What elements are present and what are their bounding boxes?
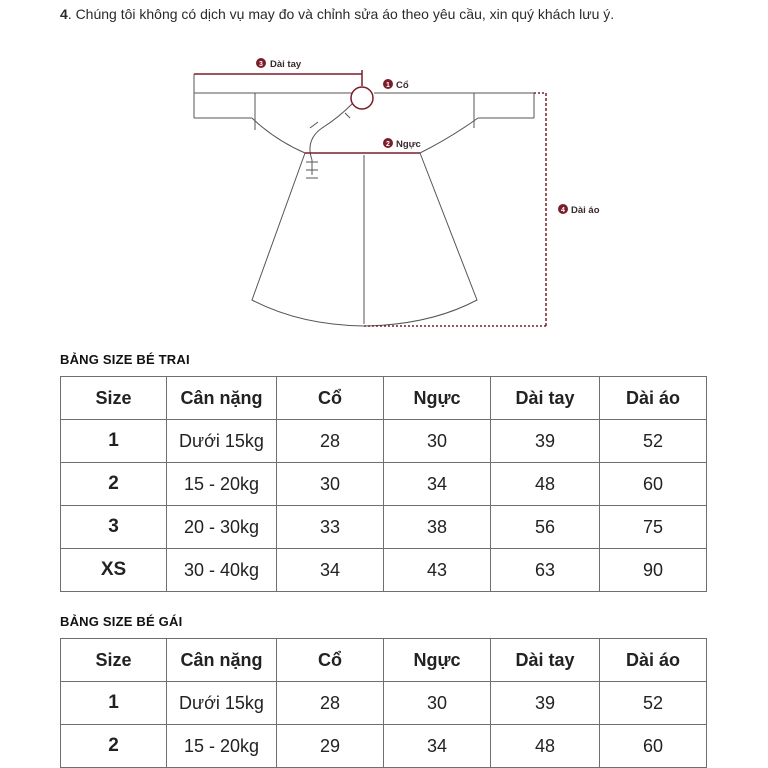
cell-sleeve: 48	[491, 463, 600, 506]
svg-text:Dài áo: Dài áo	[571, 205, 600, 216]
cell-sleeve: 56	[491, 506, 600, 549]
cell-size: 3	[61, 506, 167, 549]
cell-sleeve: 39	[491, 420, 600, 463]
label-chest	[383, 138, 421, 150]
header-chest: Ngực	[384, 639, 491, 682]
header-weight: Cân nặng	[167, 639, 277, 682]
header-size: Size	[61, 639, 167, 682]
cell-weight: 15 - 20kg	[167, 463, 277, 506]
cell-weight: 20 - 30kg	[167, 506, 277, 549]
cell-length: 52	[600, 682, 707, 725]
girls-size-heading: BẢNG SIZE BÉ GÁI	[60, 614, 183, 629]
boys-size-table	[60, 376, 707, 592]
table-row	[61, 725, 707, 768]
cell-weight: 15 - 20kg	[167, 725, 277, 768]
cell-size: 1	[61, 682, 167, 725]
cell-chest: 30	[384, 420, 491, 463]
table-row	[61, 420, 707, 463]
cell-neck: 28	[277, 420, 384, 463]
header-sleeve: Dài tay	[491, 639, 600, 682]
cell-size: 2	[61, 725, 167, 768]
table-header-row	[61, 377, 707, 420]
header-length: Dài áo	[600, 377, 707, 420]
measurement-lines	[194, 70, 546, 326]
cell-size: XS	[61, 549, 167, 592]
svg-text:Ngực: Ngực	[396, 139, 421, 150]
table-row	[61, 549, 707, 592]
cell-length: 75	[600, 506, 707, 549]
header-neck: Cổ	[277, 639, 384, 682]
cell-neck: 34	[277, 549, 384, 592]
cell-chest: 43	[384, 549, 491, 592]
cell-neck: 30	[277, 463, 384, 506]
boys-size-heading: BẢNG SIZE BÉ TRAI	[60, 352, 190, 367]
table-row	[61, 506, 707, 549]
cell-neck: 29	[277, 725, 384, 768]
notice-text	[60, 6, 614, 22]
cell-length: 90	[600, 549, 707, 592]
cell-neck: 33	[277, 506, 384, 549]
svg-text:3: 3	[259, 61, 263, 68]
header-length: Dài áo	[600, 639, 707, 682]
cell-chest: 34	[384, 725, 491, 768]
header-chest: Ngực	[384, 377, 491, 420]
cell-size: 2	[61, 463, 167, 506]
label-neck	[383, 79, 409, 91]
cell-weight: Dưới 15kg	[167, 420, 277, 463]
table-row	[61, 682, 707, 725]
svg-text:2: 2	[386, 141, 390, 148]
label-sleeve-length	[256, 58, 302, 70]
notice-number: 4	[60, 6, 68, 22]
garment-measurement-diagram	[0, 40, 768, 340]
cell-sleeve: 39	[491, 682, 600, 725]
label-shirt-length	[558, 204, 600, 216]
table-header-row	[61, 639, 707, 682]
cell-size: 1	[61, 420, 167, 463]
notice-body: . Chúng tôi không có dịch vụ may đo và chỉnh sửa áo theo yêu cầu, xin quý khách lưu ý.	[67, 6, 615, 22]
cell-length: 60	[600, 463, 707, 506]
cell-sleeve: 63	[491, 549, 600, 592]
header-sleeve: Dài tay	[491, 377, 600, 420]
cell-neck: 28	[277, 682, 384, 725]
svg-text:Dài tay: Dài tay	[270, 59, 302, 70]
cell-length: 52	[600, 420, 707, 463]
svg-text:4: 4	[561, 207, 565, 214]
girls-size-table	[60, 638, 707, 768]
svg-text:1: 1	[386, 82, 390, 89]
cell-chest: 34	[384, 463, 491, 506]
header-weight: Cân nặng	[167, 377, 277, 420]
garment-outline	[194, 74, 534, 326]
cell-chest: 30	[384, 682, 491, 725]
table-row	[61, 463, 707, 506]
cell-chest: 38	[384, 506, 491, 549]
header-size: Size	[61, 377, 167, 420]
cell-sleeve: 48	[491, 725, 600, 768]
svg-text:Cổ: Cổ	[396, 80, 409, 91]
header-neck: Cổ	[277, 377, 384, 420]
cell-length: 60	[600, 725, 707, 768]
cell-weight: 30 - 40kg	[167, 549, 277, 592]
cell-weight: Dưới 15kg	[167, 682, 277, 725]
